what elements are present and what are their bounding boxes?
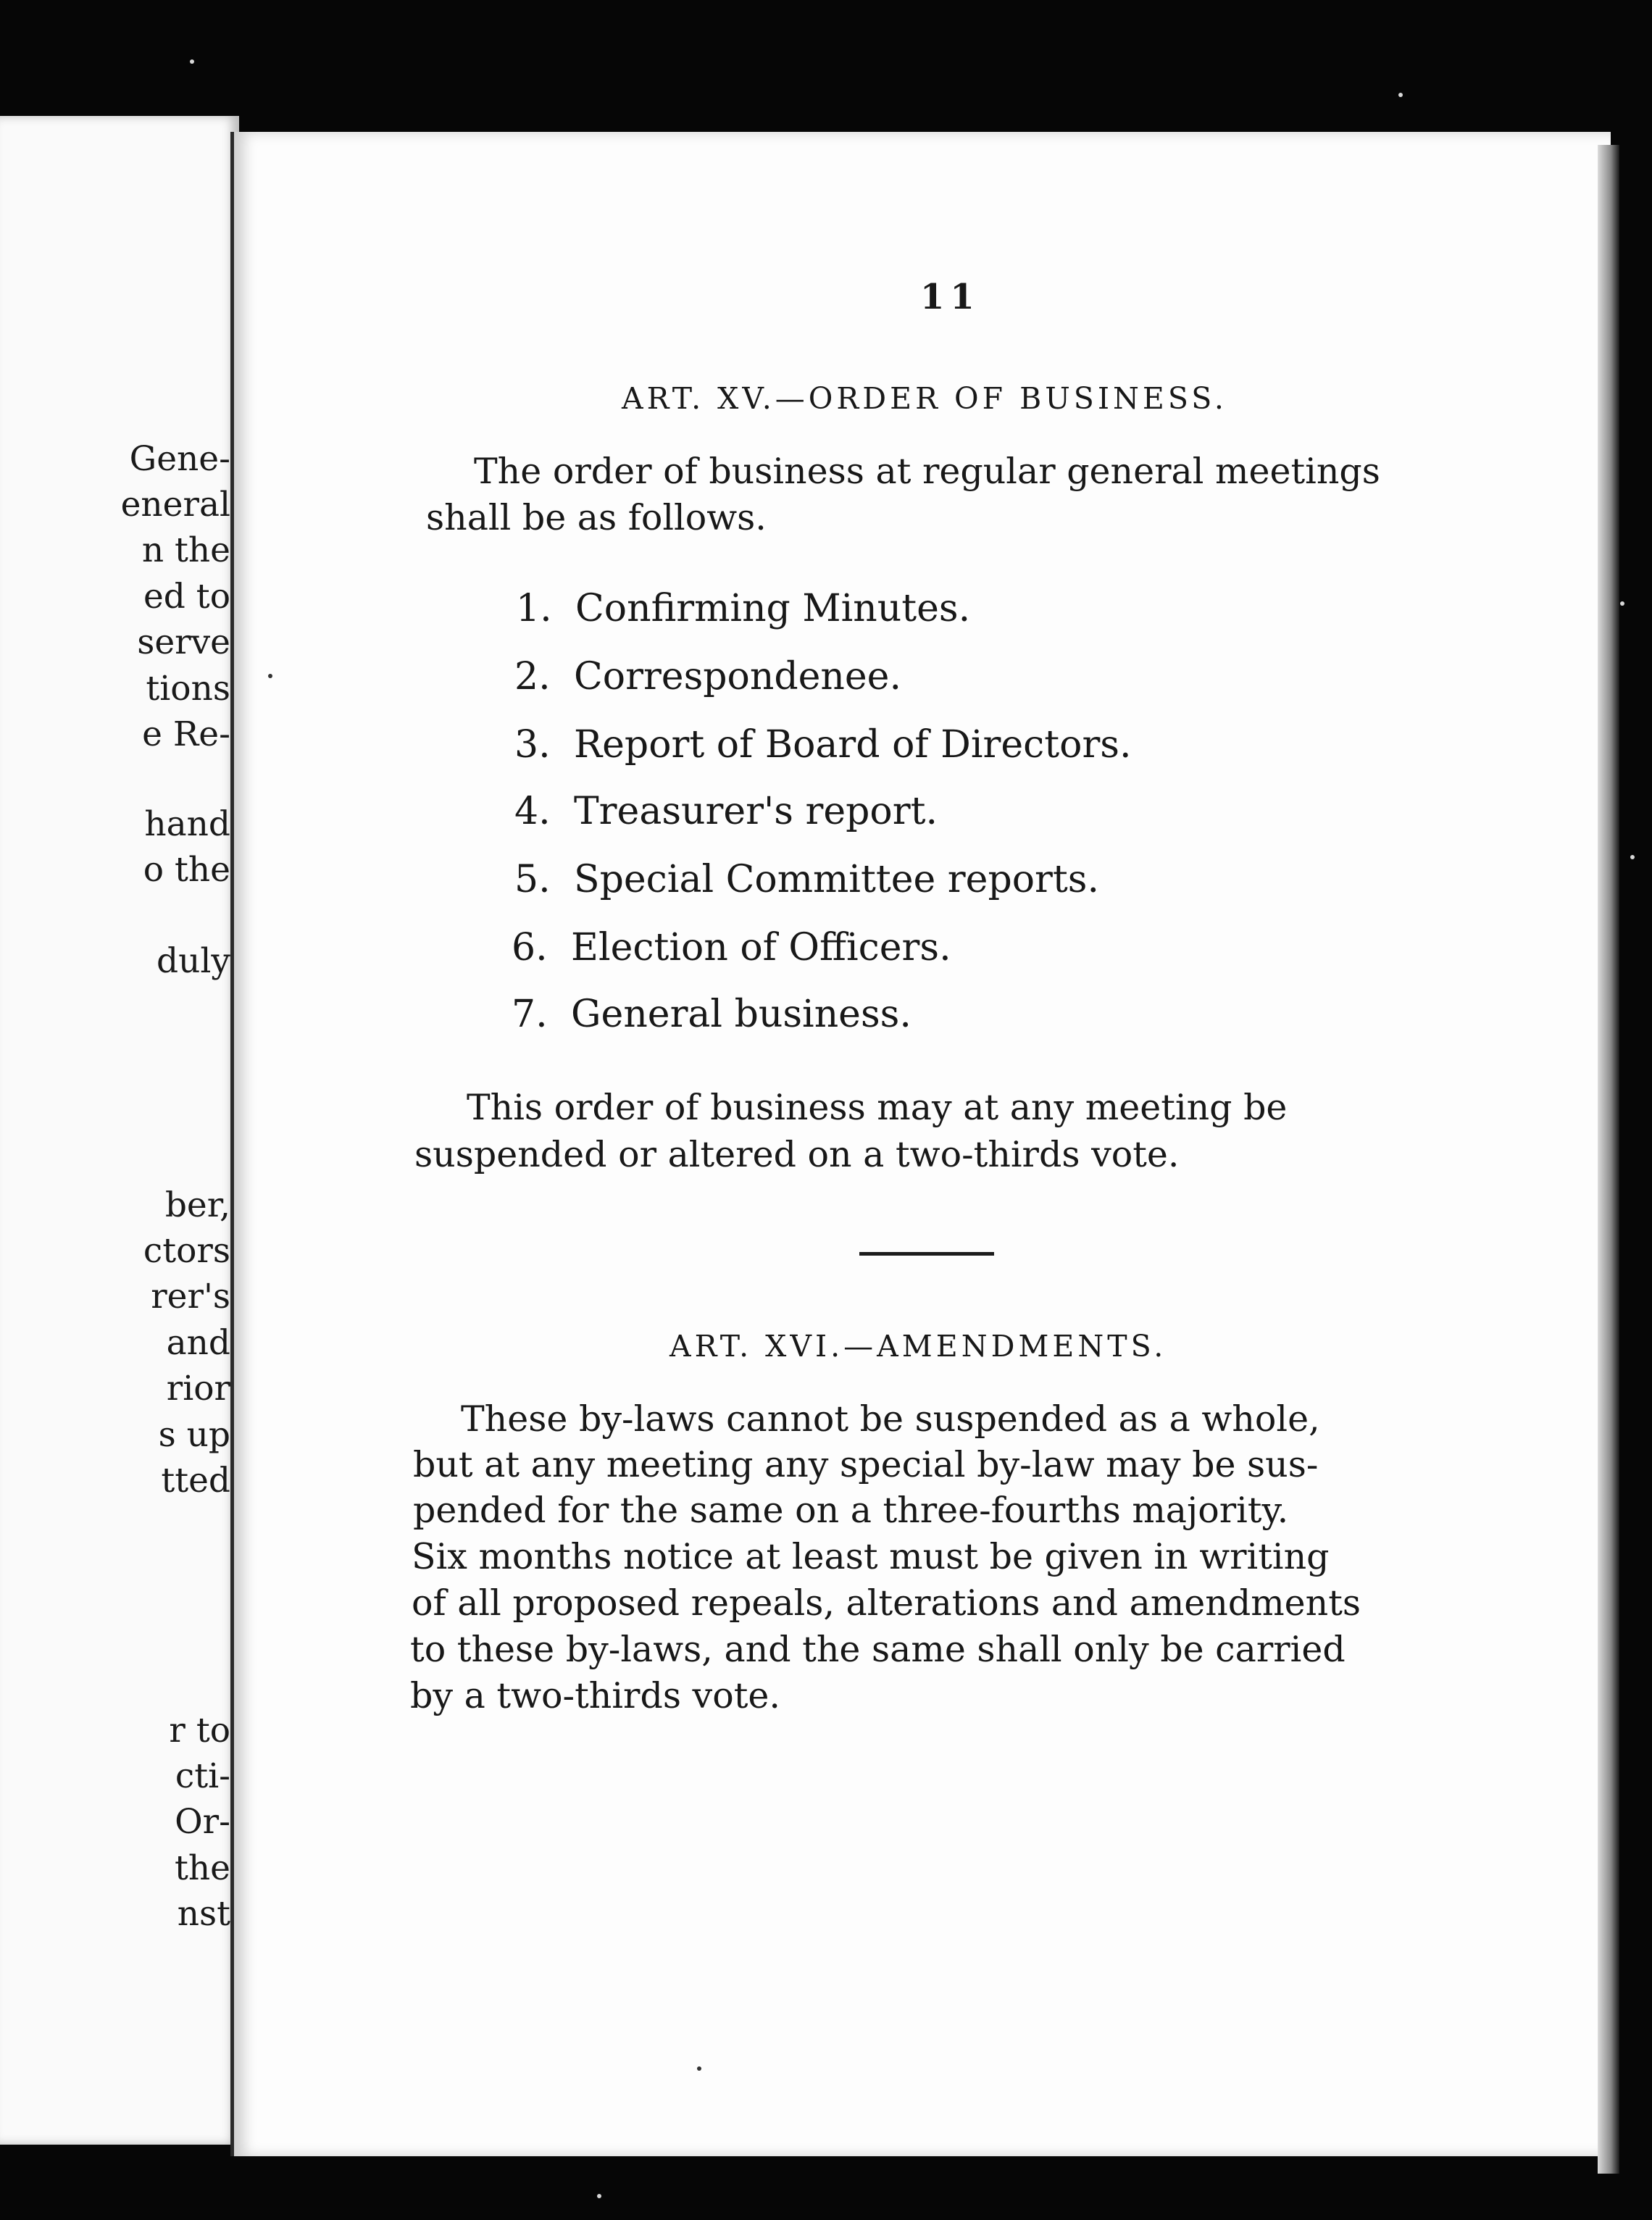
section-divider — [859, 1252, 994, 1256]
article-15-closing-line: suspended or altered on a two-thirds vote. — [414, 1134, 1180, 1175]
left-page-line: nst — [177, 1894, 230, 1934]
list-item-text: Report of Board of Directors. — [574, 723, 1132, 767]
article-15-heading: ART. XV.—ORDER OF BUSINESS. — [622, 381, 1227, 416]
left-page-line: serve — [137, 622, 230, 662]
left-page-line: tted — [161, 1461, 230, 1501]
left-page-line: duly — [157, 941, 230, 981]
left-page-line: r to — [169, 1711, 230, 1750]
list-item-text: Confirming Minutes. — [575, 587, 971, 630]
scan-speck — [1630, 855, 1635, 859]
left-page-line: rior — [166, 1369, 230, 1409]
article-16-line: by a two-thirds vote. — [410, 1675, 780, 1716]
scan-speck — [190, 59, 194, 64]
left-page-line: and — [166, 1323, 230, 1363]
left-page-line: ed to — [143, 577, 230, 617]
list-item-text: Special Committee reports. — [574, 858, 1100, 901]
list-item — [516, 587, 970, 630]
left-page-line: eneral — [120, 485, 230, 525]
article-16-line: pended for the same on a three-fourths majority. — [413, 1490, 1289, 1531]
list-item-text: General business. — [571, 993, 911, 1036]
left-page-line: s up — [158, 1415, 230, 1455]
left-page-line: e Re- — [142, 714, 230, 754]
list-item-number: 2. — [514, 655, 551, 698]
article-15-closing-line: This order of business may at any meeting be — [467, 1087, 1288, 1128]
page-edge — [1598, 145, 1619, 2174]
scan-speck — [1620, 601, 1624, 606]
left-page-line: rer's — [151, 1277, 230, 1316]
article-16-line: to these by-laws, and the same shall only be carried — [410, 1629, 1346, 1670]
list-item-text: Correspondenee. — [574, 655, 901, 698]
list-item-number: 3. — [514, 723, 551, 767]
left-page-line: the — [175, 1848, 230, 1888]
list-item — [514, 723, 1132, 767]
list-item-text: Treasurer's report. — [574, 790, 938, 833]
article-16-line: but at any meeting any special by-law may be sus- — [413, 1444, 1319, 1485]
list-item-number: 5. — [514, 858, 551, 901]
list-item — [514, 790, 938, 833]
scan-speck — [268, 674, 272, 678]
page-number: 11 — [920, 277, 980, 317]
list-item — [512, 993, 911, 1036]
left-page — [0, 116, 239, 2145]
scan-speck — [597, 2194, 601, 2198]
article-16-heading: ART. XVI.—AMENDMENTS. — [669, 1329, 1167, 1364]
scan-speck — [697, 2066, 701, 2071]
article-16-line: Six months notice at least must be given in writing — [412, 1536, 1330, 1577]
article-16-line: These by-laws cannot be suspended as a whole, — [461, 1398, 1320, 1440]
article-15-intro-line: shall be as follows. — [426, 497, 767, 538]
list-item — [512, 926, 951, 969]
list-item-number: 4. — [514, 790, 551, 833]
left-page-line: n the — [141, 530, 230, 570]
article-15-intro-line: The order of business at regular general meetings — [474, 451, 1380, 492]
left-page-line: ber, — [164, 1185, 230, 1225]
list-item-number: 7. — [512, 993, 548, 1036]
list-item-number: 1. — [516, 587, 552, 630]
article-16-line: of all proposed repeals, alterations and amendments — [412, 1582, 1361, 1624]
scan-speck — [1398, 93, 1403, 97]
left-page-line: Or- — [175, 1802, 230, 1842]
list-item — [514, 858, 1099, 901]
left-page-line: hand — [144, 804, 230, 844]
left-page-line: o the — [143, 850, 230, 890]
left-page-line: Gene- — [129, 439, 230, 479]
list-item-number: 6. — [512, 926, 548, 969]
left-page-line: ctors — [143, 1231, 230, 1271]
list-item — [514, 655, 901, 698]
left-page-line: tions — [146, 669, 230, 709]
list-item-text: Election of Officers. — [571, 926, 951, 969]
left-page-line: cti- — [175, 1756, 230, 1796]
